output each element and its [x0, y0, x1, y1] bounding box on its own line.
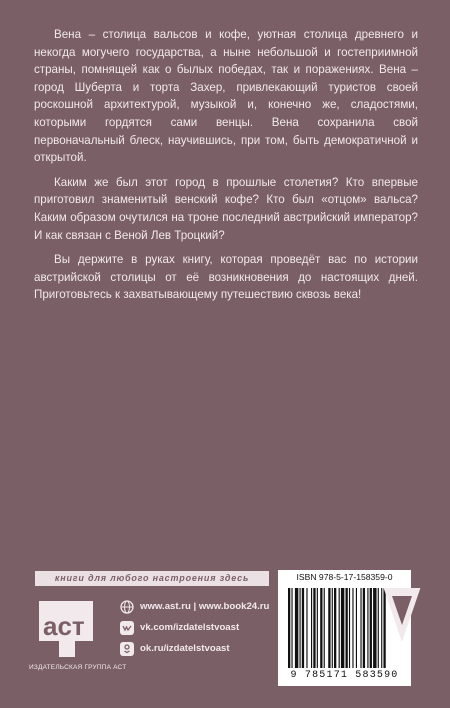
barcode-bar — [341, 588, 344, 668]
websites-row — [120, 596, 269, 617]
barcode-bar — [328, 588, 330, 668]
barcode-bar — [360, 588, 361, 668]
barcode-bar — [346, 588, 348, 668]
barcode-bar — [352, 588, 353, 668]
vk-row — [120, 617, 269, 638]
back-cover-blurb — [34, 26, 418, 311]
barcode-bar — [300, 588, 301, 668]
isbn-label: ISBN 978-5-17-158359-0 — [296, 572, 393, 582]
barcode-bar — [370, 588, 372, 668]
barcode-bar — [378, 588, 379, 668]
barcode-bar — [302, 588, 304, 668]
barcode-bar — [288, 588, 290, 668]
v-triangle-icon — [383, 587, 421, 646]
barcode-bar — [317, 588, 318, 668]
blurb-paragraph-1: Вена – столица вальсов и кофе, уютная столица древнего и некогда могучего государства, а ныне небольшой и гостеприимной страны, помнящей как о былых победах, так и поражениях. Вена – город Шуберта и торта Захер, привлекающий туристов своей роскошной архитектурой, музыкой и, конечно же, сладостями, которыми гордятся сами венцы. Вена сохранила свой первоначальный блеск, научившись, при том, быть демократичной и открытой. — [34, 28, 418, 165]
barcode-bar — [295, 588, 298, 668]
tagline-banner: книги для любого настроения здесь — [35, 571, 269, 586]
vk-link[interactable]: vk.com/izdatelstvoast — [140, 622, 240, 633]
barcode-bar — [356, 588, 357, 668]
barcode-bar — [320, 588, 322, 668]
publisher-caption: ИЗДАТЕЛЬСКАЯ ГРУППА АСТ — [29, 664, 127, 671]
websites-link[interactable]: www.ast.ru | www.book24.ru — [140, 601, 270, 612]
barcode-bar — [373, 588, 376, 668]
barcode-bar — [334, 588, 336, 668]
ok-row — [120, 638, 269, 659]
barcode-digits: 9 785171 583590 — [290, 670, 399, 681]
blurb-paragraph-2: Каким же был этот город в прошлые столетия? Кто впервые приготовил знаменитый венский кофе? Кто был «отцом» вальса? Каким образом очутился на троне последний австрийский император? И как связан с Веной Лев Троцкий? — [34, 175, 418, 242]
barcode-bar — [367, 588, 368, 668]
barcode-bar — [311, 588, 312, 668]
barcode-bar — [306, 588, 307, 668]
barcode-bar — [313, 588, 315, 668]
ast-logo-icon — [35, 597, 97, 661]
barcode-bar — [332, 588, 333, 668]
ok-link[interactable]: ok.ru/izdatelstvoast — [140, 643, 230, 654]
globe-icon — [120, 600, 134, 614]
barcode-bar — [324, 588, 325, 668]
vk-icon — [120, 621, 134, 635]
ast-logo-text: аст — [43, 611, 85, 641]
ast-logo — [35, 597, 97, 666]
ok-icon — [120, 642, 134, 656]
barcode-bar — [363, 588, 365, 668]
barcode-bar — [291, 588, 292, 668]
barcode-bar — [349, 588, 350, 668]
blurb-paragraph-3: Вы держите в руках книгу, которая проведёт вас по истории австрийской столицы от её возникновения до настоящих дней. Приготовьтесь к захватывающему путешествию сквозь века! — [34, 253, 418, 302]
publisher-links — [120, 596, 269, 659]
barcode-bar — [339, 588, 340, 668]
